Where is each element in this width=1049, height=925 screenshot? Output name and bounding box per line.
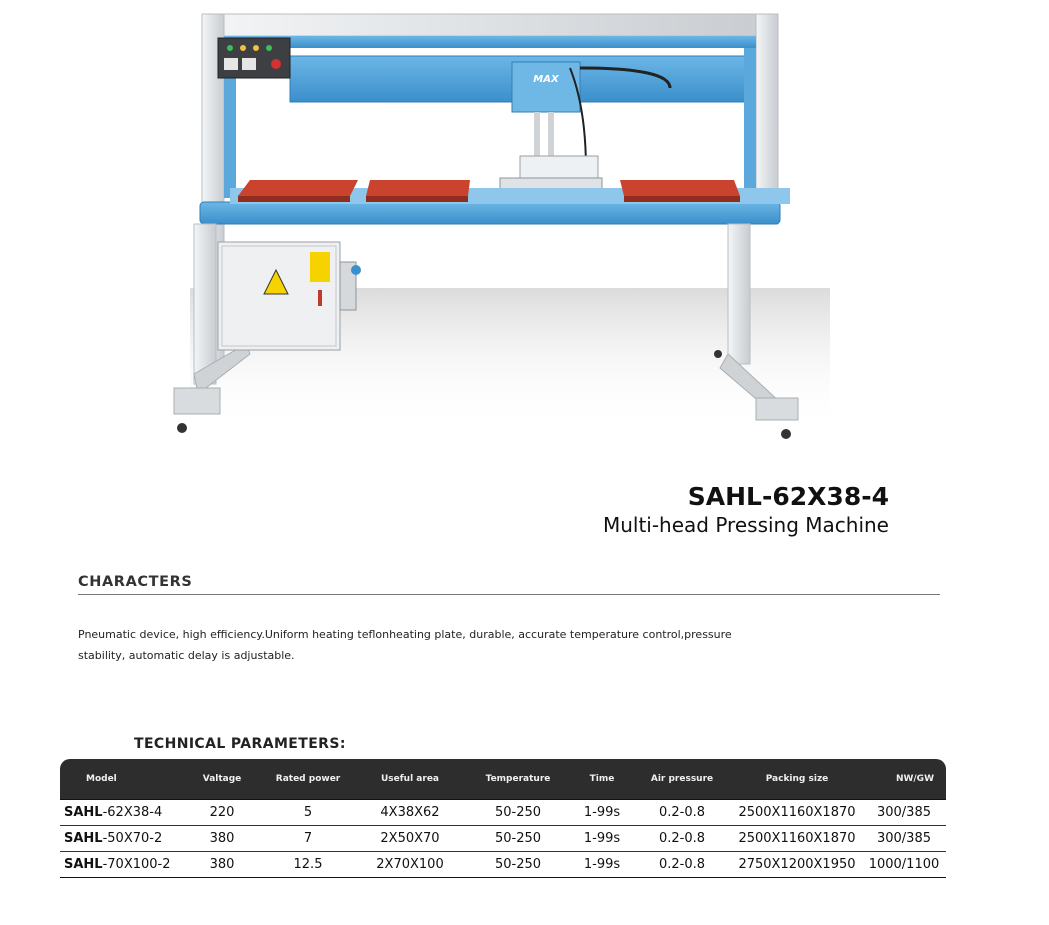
cell-voltage: 380: [184, 852, 260, 878]
table-row: [60, 852, 946, 878]
cell-temperature: 50-250: [464, 800, 572, 826]
table-row: [60, 826, 946, 852]
column-header-voltage: Valtage: [184, 759, 260, 800]
product-subtitle: Multi-head Pressing Machine: [602, 513, 889, 537]
cell-model: [60, 852, 184, 878]
machine-image: [150, 8, 840, 448]
column-header-rated-power: Rated power: [260, 759, 356, 800]
table-header-row: [60, 759, 946, 800]
model-suffix: -50X70-2: [102, 831, 163, 846]
cell-weight: 300/385: [862, 800, 946, 826]
column-header-time: Time: [572, 759, 632, 800]
cell-rated-power: 12.5: [260, 852, 356, 878]
section-divider: [78, 594, 940, 595]
cell-packing-size: 2500X1160X1870: [732, 800, 862, 826]
cell-air-pressure: 0.2-0.8: [632, 826, 732, 852]
column-header-temperature: Temperature: [464, 759, 572, 800]
cell-useful-area: 2X50X70: [356, 826, 464, 852]
cell-air-pressure: 0.2-0.8: [632, 852, 732, 878]
cell-rated-power: 5: [260, 800, 356, 826]
cell-model: [60, 800, 184, 826]
technical-parameters-table: [60, 759, 946, 878]
cell-weight: 300/385: [862, 826, 946, 852]
cell-temperature: 50-250: [464, 852, 572, 878]
cell-packing-size: 2500X1160X1870: [732, 826, 862, 852]
model-brand: SAHL: [64, 805, 103, 820]
column-header-nw-gw: NW/GW: [862, 759, 946, 800]
column-header-packing-size: Packing size: [732, 759, 862, 800]
cell-useful-area: 4X38X62: [356, 800, 464, 826]
characters-heading: CHARACTERS: [78, 574, 193, 590]
cell-rated-power: 7: [260, 826, 356, 852]
product-model-title: SAHL-62X38-4: [687, 482, 889, 511]
cell-voltage: 220: [184, 800, 260, 826]
cell-useful-area: 2X70X100: [356, 852, 464, 878]
cell-weight: 1000/1100: [862, 852, 946, 878]
column-header-useful-area: Useful area: [356, 759, 464, 800]
column-header-model: Model: [60, 759, 184, 800]
model-brand: SAHL: [64, 831, 103, 846]
characters-description: Pneumatic device, high efficiency.Uniform heating teflonheating plate, durable, accurate temperature control,pressure stability, automatic delay is adjustable.: [78, 628, 732, 662]
column-header-air-pressure: Air pressure: [632, 759, 732, 800]
table-row: [60, 800, 946, 826]
technical-parameters-heading: TECHNICAL PARAMETERS:: [134, 736, 346, 752]
machine-logo: MAX: [533, 74, 559, 85]
cell-voltage: 380: [184, 826, 260, 852]
model-suffix: -62X38-4: [102, 805, 163, 820]
model-brand: SAHL: [64, 857, 103, 872]
cell-time: 1-99s: [572, 826, 632, 852]
cell-time: 1-99s: [572, 852, 632, 878]
cell-air-pressure: 0.2-0.8: [632, 800, 732, 826]
cell-time: 1-99s: [572, 800, 632, 826]
cell-packing-size: 2750X1200X1950: [732, 852, 862, 878]
cell-temperature: 50-250: [464, 826, 572, 852]
model-suffix: -70X100-2: [102, 857, 171, 872]
cell-model: [60, 826, 184, 852]
